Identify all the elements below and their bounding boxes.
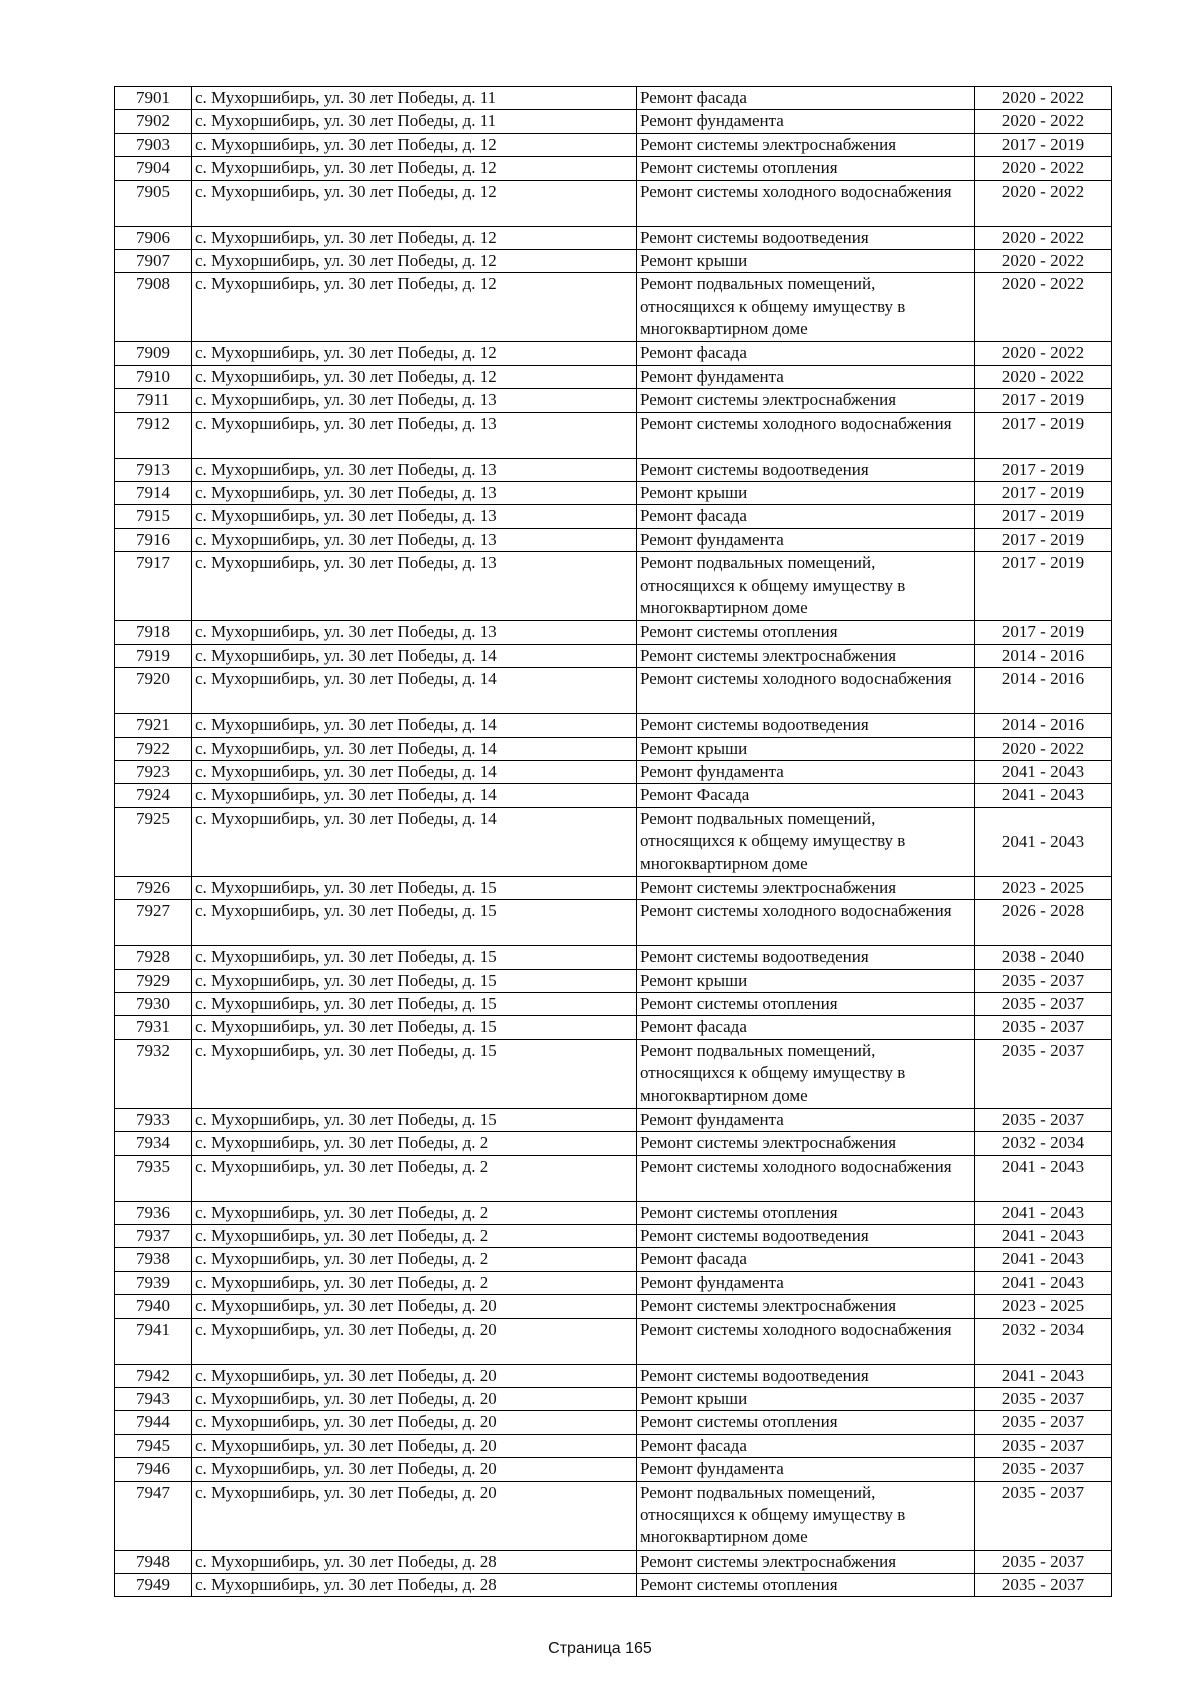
address-cell: с. Мухоршибирь, ул. 30 лет Победы, д. 13 — [192, 621, 637, 644]
address-cell: с. Мухоршибирь, ул. 30 лет Победы, д. 15 — [192, 946, 637, 969]
address-cell: с. Мухоршибирь, ул. 30 лет Победы, д. 20 — [192, 1364, 637, 1387]
period-cell: 2014 - 2016 — [975, 668, 1112, 714]
row-number: 7901 — [115, 87, 192, 110]
period-cell: 2017 - 2019 — [975, 528, 1112, 551]
period-cell: 2035 - 2037 — [975, 1481, 1112, 1550]
row-number: 7915 — [115, 505, 192, 528]
period-cell: 2020 - 2022 — [975, 226, 1112, 249]
period-cell: 2032 - 2034 — [975, 1132, 1112, 1155]
work-type-cell: Ремонт системы водоотведения — [637, 226, 975, 249]
row-number: 7912 — [115, 412, 192, 458]
work-type-cell: Ремонт системы электроснабжения — [637, 876, 975, 899]
work-type-cell: Ремонт системы электроснабжения — [637, 1550, 975, 1573]
address-cell: с. Мухоршибирь, ул. 30 лет Победы, д. 12 — [192, 342, 637, 365]
work-type-cell: Ремонт системы отопления — [637, 1201, 975, 1224]
work-type-cell: Ремонт фундамента — [637, 1271, 975, 1294]
period-cell: 2035 - 2037 — [975, 992, 1112, 1015]
work-type-cell: Ремонт системы отопления — [637, 157, 975, 180]
address-cell: с. Мухоршибирь, ул. 30 лет Победы, д. 2 — [192, 1201, 637, 1224]
address-cell: с. Мухоршибирь, ул. 30 лет Победы, д. 13 — [192, 552, 637, 621]
work-type-cell: Ремонт системы холодного водоснабжения — [637, 900, 975, 946]
row-number: 7944 — [115, 1411, 192, 1434]
period-cell: 2041 - 2043 — [975, 760, 1112, 783]
row-number: 7947 — [115, 1481, 192, 1550]
row-number: 7932 — [115, 1039, 192, 1108]
work-type-cell: Ремонт системы водоотведения — [637, 1364, 975, 1387]
address-cell: с. Мухоршибирь, ул. 30 лет Победы, д. 15 — [192, 969, 637, 992]
table-row — [115, 876, 1112, 899]
row-number: 7910 — [115, 365, 192, 388]
table-row — [115, 458, 1112, 481]
work-type-cell: Ремонт системы холодного водоснабжения — [637, 1318, 975, 1364]
address-cell: с. Мухоршибирь, ул. 30 лет Победы, д. 13 — [192, 505, 637, 528]
table-row — [115, 807, 1112, 876]
work-type-cell: Ремонт системы электроснабжения — [637, 389, 975, 412]
address-cell: с. Мухоршибирь, ул. 30 лет Победы, д. 12 — [192, 273, 637, 342]
table-row — [115, 1108, 1112, 1131]
period-cell: 2035 - 2037 — [975, 1108, 1112, 1131]
row-number: 7918 — [115, 621, 192, 644]
work-type-cell: Ремонт крыши — [637, 969, 975, 992]
address-cell: с. Мухоршибирь, ул. 30 лет Победы, д. 15 — [192, 1108, 637, 1131]
work-type-cell: Ремонт фасада — [637, 1248, 975, 1271]
table-row — [115, 1039, 1112, 1108]
period-cell: 2041 - 2043 — [975, 807, 1112, 876]
address-cell: с. Мухоршибирь, ул. 30 лет Победы, д. 28 — [192, 1574, 637, 1597]
address-cell: с. Мухоршибирь, ул. 30 лет Победы, д. 15 — [192, 1039, 637, 1108]
row-number: 7928 — [115, 946, 192, 969]
address-cell: с. Мухоршибирь, ул. 30 лет Победы, д. 20 — [192, 1411, 637, 1434]
work-type-cell: Ремонт фундамента — [637, 1458, 975, 1481]
table-row — [115, 365, 1112, 388]
row-number: 7911 — [115, 389, 192, 412]
row-number: 7927 — [115, 900, 192, 946]
period-cell: 2020 - 2022 — [975, 342, 1112, 365]
address-cell: с. Мухоршибирь, ул. 30 лет Победы, д. 20 — [192, 1481, 637, 1550]
address-cell: с. Мухоршибирь, ул. 30 лет Победы, д. 20 — [192, 1434, 637, 1457]
period-cell: 2014 - 2016 — [975, 644, 1112, 667]
table-row — [115, 110, 1112, 133]
period-cell: 2017 - 2019 — [975, 552, 1112, 621]
row-number: 7939 — [115, 1271, 192, 1294]
row-number: 7940 — [115, 1295, 192, 1318]
address-cell: с. Мухоршибирь, ул. 30 лет Победы, д. 14 — [192, 714, 637, 737]
table-row — [115, 1574, 1112, 1597]
table-row — [115, 1411, 1112, 1434]
work-type-cell: Ремонт крыши — [637, 1388, 975, 1411]
work-type-cell: Ремонт системы водоотведения — [637, 458, 975, 481]
work-type-cell: Ремонт фундамента — [637, 365, 975, 388]
work-type-cell: Ремонт системы водоотведения — [637, 714, 975, 737]
address-cell: с. Мухоршибирь, ул. 30 лет Победы, д. 14 — [192, 737, 637, 760]
table-row — [115, 87, 1112, 110]
work-type-cell: Ремонт Фасада — [637, 784, 975, 807]
row-number: 7923 — [115, 760, 192, 783]
address-cell: с. Мухоршибирь, ул. 30 лет Победы, д. 14 — [192, 644, 637, 667]
table-row — [115, 482, 1112, 505]
work-type-cell: Ремонт фундамента — [637, 1108, 975, 1131]
row-number: 7946 — [115, 1458, 192, 1481]
table-row — [115, 1388, 1112, 1411]
period-cell: 2020 - 2022 — [975, 250, 1112, 273]
row-number: 7919 — [115, 644, 192, 667]
address-cell: с. Мухоршибирь, ул. 30 лет Победы, д. 13 — [192, 528, 637, 551]
table-row — [115, 1224, 1112, 1247]
address-cell: с. Мухоршибирь, ул. 30 лет Победы, д. 20 — [192, 1388, 637, 1411]
work-type-cell: Ремонт системы отопления — [637, 1411, 975, 1434]
table-row — [115, 784, 1112, 807]
row-number: 7934 — [115, 1132, 192, 1155]
period-cell: 2020 - 2022 — [975, 737, 1112, 760]
period-cell: 2020 - 2022 — [975, 110, 1112, 133]
row-number: 7933 — [115, 1108, 192, 1131]
address-cell: с. Мухоршибирь, ул. 30 лет Победы, д. 14 — [192, 784, 637, 807]
table-row — [115, 157, 1112, 180]
period-cell: 2035 - 2037 — [975, 1039, 1112, 1108]
row-number: 7924 — [115, 784, 192, 807]
table-row — [115, 1481, 1112, 1550]
row-number: 7916 — [115, 528, 192, 551]
table-row — [115, 528, 1112, 551]
table-row — [115, 1155, 1112, 1201]
period-cell: 2041 - 2043 — [975, 1248, 1112, 1271]
work-type-cell: Ремонт системы холодного водоснабжения — [637, 412, 975, 458]
row-number: 7937 — [115, 1224, 192, 1247]
row-number: 7941 — [115, 1318, 192, 1364]
row-number: 7906 — [115, 226, 192, 249]
period-cell: 2038 - 2040 — [975, 946, 1112, 969]
address-cell: с. Мухоршибирь, ул. 30 лет Победы, д. 12 — [192, 365, 637, 388]
address-cell: с. Мухоршибирь, ул. 30 лет Победы, д. 14 — [192, 760, 637, 783]
table-row — [115, 1271, 1112, 1294]
address-cell: с. Мухоршибирь, ул. 30 лет Победы, д. 2 — [192, 1248, 637, 1271]
table-row — [115, 1318, 1112, 1364]
work-type-cell: Ремонт системы электроснабжения — [637, 644, 975, 667]
table-row — [115, 1201, 1112, 1224]
period-cell: 2023 - 2025 — [975, 1295, 1112, 1318]
row-number: 7929 — [115, 969, 192, 992]
row-number: 7902 — [115, 110, 192, 133]
table-row — [115, 552, 1112, 621]
period-cell: 2041 - 2043 — [975, 1155, 1112, 1201]
address-cell: с. Мухоршибирь, ул. 30 лет Победы, д. 20 — [192, 1295, 637, 1318]
table-row — [115, 1458, 1112, 1481]
row-number: 7949 — [115, 1574, 192, 1597]
table-row — [115, 389, 1112, 412]
table-row — [115, 714, 1112, 737]
table-row — [115, 900, 1112, 946]
address-cell: с. Мухоршибирь, ул. 30 лет Победы, д. 11 — [192, 110, 637, 133]
address-cell: с. Мухоршибирь, ул. 30 лет Победы, д. 2 — [192, 1132, 637, 1155]
row-number: 7931 — [115, 1016, 192, 1039]
period-cell: 2017 - 2019 — [975, 412, 1112, 458]
work-type-cell: Ремонт фасада — [637, 505, 975, 528]
work-type-cell: Ремонт системы отопления — [637, 621, 975, 644]
row-number: 7905 — [115, 180, 192, 226]
period-cell: 2035 - 2037 — [975, 1574, 1112, 1597]
period-cell: 2035 - 2037 — [975, 1411, 1112, 1434]
row-number: 7945 — [115, 1434, 192, 1457]
work-type-cell: Ремонт системы водоотведения — [637, 1224, 975, 1247]
table-row — [115, 1248, 1112, 1271]
table-row — [115, 644, 1112, 667]
address-cell: с. Мухоршибирь, ул. 30 лет Победы, д. 11 — [192, 87, 637, 110]
period-cell: 2035 - 2037 — [975, 1016, 1112, 1039]
work-type-cell: Ремонт фасада — [637, 342, 975, 365]
repair-schedule-table — [114, 86, 1112, 1597]
address-cell: с. Мухоршибирь, ул. 30 лет Победы, д. 13 — [192, 412, 637, 458]
period-cell: 2023 - 2025 — [975, 876, 1112, 899]
table-row — [115, 342, 1112, 365]
row-number: 7907 — [115, 250, 192, 273]
period-cell: 2017 - 2019 — [975, 458, 1112, 481]
row-number: 7942 — [115, 1364, 192, 1387]
row-number: 7922 — [115, 737, 192, 760]
work-type-cell: Ремонт системы электроснабжения — [637, 1132, 975, 1155]
address-cell: с. Мухоршибирь, ул. 30 лет Победы, д. 13 — [192, 389, 637, 412]
page-number: Страница 165 — [548, 1640, 652, 1657]
address-cell: с. Мухоршибирь, ул. 30 лет Победы, д. 12 — [192, 226, 637, 249]
row-number: 7943 — [115, 1388, 192, 1411]
period-cell: 2041 - 2043 — [975, 1201, 1112, 1224]
period-cell: 2017 - 2019 — [975, 389, 1112, 412]
address-cell: с. Мухоршибирь, ул. 30 лет Победы, д. 15 — [192, 992, 637, 1015]
address-cell: с. Мухоршибирь, ул. 30 лет Победы, д. 15 — [192, 900, 637, 946]
row-number: 7913 — [115, 458, 192, 481]
row-number: 7917 — [115, 552, 192, 621]
work-type-cell: Ремонт системы холодного водоснабжения — [637, 1155, 975, 1201]
row-number: 7903 — [115, 133, 192, 156]
address-cell: с. Мухоршибирь, ул. 30 лет Победы, д. 20 — [192, 1458, 637, 1481]
table-row — [115, 946, 1112, 969]
period-cell: 2017 - 2019 — [975, 505, 1112, 528]
row-number: 7909 — [115, 342, 192, 365]
table-row — [115, 969, 1112, 992]
period-cell: 2035 - 2037 — [975, 1550, 1112, 1573]
period-cell: 2035 - 2037 — [975, 1458, 1112, 1481]
table-row — [115, 133, 1112, 156]
period-cell: 2014 - 2016 — [975, 714, 1112, 737]
table-row — [115, 250, 1112, 273]
period-cell: 2041 - 2043 — [975, 1224, 1112, 1247]
table-row — [115, 1132, 1112, 1155]
work-type-cell: Ремонт фасада — [637, 1434, 975, 1457]
period-cell: 2035 - 2037 — [975, 1434, 1112, 1457]
row-number: 7926 — [115, 876, 192, 899]
work-type-cell: Ремонт фундамента — [637, 760, 975, 783]
period-cell: 2035 - 2037 — [975, 969, 1112, 992]
table-row — [115, 273, 1112, 342]
period-cell: 2020 - 2022 — [975, 273, 1112, 342]
work-type-cell: Ремонт фундамента — [637, 110, 975, 133]
work-type-cell: Ремонт подвальных помещений, относящихся к общему имуществу в многоквартирном доме — [637, 807, 975, 876]
work-type-cell: Ремонт фасада — [637, 1016, 975, 1039]
table-row — [115, 1016, 1112, 1039]
row-number: 7925 — [115, 807, 192, 876]
address-cell: с. Мухоршибирь, ул. 30 лет Победы, д. 12 — [192, 250, 637, 273]
period-cell: 2020 - 2022 — [975, 87, 1112, 110]
row-number: 7936 — [115, 1201, 192, 1224]
period-cell: 2017 - 2019 — [975, 482, 1112, 505]
work-type-cell: Ремонт фасада — [637, 87, 975, 110]
address-cell: с. Мухоршибирь, ул. 30 лет Победы, д. 2 — [192, 1224, 637, 1247]
address-cell: с. Мухоршибирь, ул. 30 лет Победы, д. 15 — [192, 876, 637, 899]
table-row — [115, 668, 1112, 714]
row-number: 7904 — [115, 157, 192, 180]
work-type-cell: Ремонт подвальных помещений, относящихся к общему имуществу в многоквартирном доме — [637, 1481, 975, 1550]
work-type-cell: Ремонт системы отопления — [637, 992, 975, 1015]
row-number: 7938 — [115, 1248, 192, 1271]
period-cell: 2020 - 2022 — [975, 180, 1112, 226]
period-cell: 2017 - 2019 — [975, 133, 1112, 156]
address-cell: с. Мухоршибирь, ул. 30 лет Победы, д. 14 — [192, 807, 637, 876]
row-number: 7920 — [115, 668, 192, 714]
table-row — [115, 505, 1112, 528]
address-cell: с. Мухоршибирь, ул. 30 лет Победы, д. 15 — [192, 1016, 637, 1039]
period-cell: 2026 - 2028 — [975, 900, 1112, 946]
work-type-cell: Ремонт системы электроснабжения — [637, 1295, 975, 1318]
period-cell: 2020 - 2022 — [975, 157, 1112, 180]
work-type-cell: Ремонт подвальных помещений, относящихся к общему имуществу в многоквартирном доме — [637, 552, 975, 621]
address-cell: с. Мухоршибирь, ул. 30 лет Победы, д. 12 — [192, 180, 637, 226]
address-cell: с. Мухоршибирь, ул. 30 лет Победы, д. 13 — [192, 458, 637, 481]
row-number: 7908 — [115, 273, 192, 342]
address-cell: с. Мухоршибирь, ул. 30 лет Победы, д. 13 — [192, 482, 637, 505]
row-number: 7914 — [115, 482, 192, 505]
table-row — [115, 1550, 1112, 1573]
table-row — [115, 621, 1112, 644]
address-cell: с. Мухоршибирь, ул. 30 лет Победы, д. 20 — [192, 1318, 637, 1364]
table-row — [115, 737, 1112, 760]
row-number: 7935 — [115, 1155, 192, 1201]
period-cell: 2041 - 2043 — [975, 1271, 1112, 1294]
address-cell: с. Мухоршибирь, ул. 30 лет Победы, д. 2 — [192, 1155, 637, 1201]
table-body — [115, 87, 1112, 1597]
work-type-cell: Ремонт крыши — [637, 737, 975, 760]
work-type-cell: Ремонт подвальных помещений, относящихся к общему имуществу в многоквартирном доме — [637, 273, 975, 342]
work-type-cell: Ремонт системы холодного водоснабжения — [637, 668, 975, 714]
row-number: 7921 — [115, 714, 192, 737]
address-cell: с. Мухоршибирь, ул. 30 лет Победы, д. 12 — [192, 157, 637, 180]
table-row — [115, 1434, 1112, 1457]
work-type-cell: Ремонт системы холодного водоснабжения — [637, 180, 975, 226]
table-row — [115, 992, 1112, 1015]
work-type-cell: Ремонт системы отопления — [637, 1574, 975, 1597]
address-cell: с. Мухоршибирь, ул. 30 лет Победы, д. 14 — [192, 668, 637, 714]
period-cell: 2035 - 2037 — [975, 1388, 1112, 1411]
work-type-cell: Ремонт системы электроснабжения — [637, 133, 975, 156]
row-number: 7948 — [115, 1550, 192, 1573]
period-cell: 2041 - 2043 — [975, 784, 1112, 807]
work-type-cell: Ремонт системы водоотведения — [637, 946, 975, 969]
table-row — [115, 226, 1112, 249]
table-row — [115, 760, 1112, 783]
address-cell: с. Мухоршибирь, ул. 30 лет Победы, д. 2 — [192, 1271, 637, 1294]
address-cell: с. Мухоршибирь, ул. 30 лет Победы, д. 28 — [192, 1550, 637, 1573]
table-row — [115, 1295, 1112, 1318]
table-row — [115, 180, 1112, 226]
period-cell: 2020 - 2022 — [975, 365, 1112, 388]
period-cell: 2041 - 2043 — [975, 1364, 1112, 1387]
table-row — [115, 1364, 1112, 1387]
work-type-cell: Ремонт фундамента — [637, 528, 975, 551]
period-cell: 2032 - 2034 — [975, 1318, 1112, 1364]
row-number: 7930 — [115, 992, 192, 1015]
work-type-cell: Ремонт крыши — [637, 482, 975, 505]
work-type-cell: Ремонт крыши — [637, 250, 975, 273]
table-row — [115, 412, 1112, 458]
period-cell: 2017 - 2019 — [975, 621, 1112, 644]
address-cell: с. Мухоршибирь, ул. 30 лет Победы, д. 12 — [192, 133, 637, 156]
document-sheet — [114, 86, 1111, 1597]
work-type-cell: Ремонт подвальных помещений, относящихся к общему имуществу в многоквартирном доме — [637, 1039, 975, 1108]
